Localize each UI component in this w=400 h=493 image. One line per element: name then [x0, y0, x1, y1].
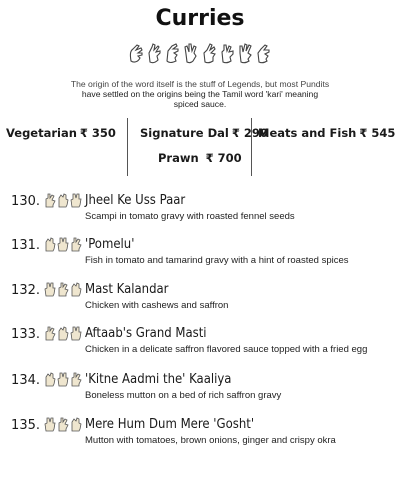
price-amount: ₹ 545 — [359, 126, 396, 140]
price-divider — [127, 118, 128, 176]
item-description: Boneless mutton on a bed of rich saffron gravy — [85, 390, 282, 401]
hand-sign-icon — [44, 325, 56, 341]
price-label: Vegetarian — [6, 126, 77, 140]
menu-item — [0, 283, 400, 319]
hand-sign-icon — [44, 236, 56, 252]
item-number: 132. — [11, 283, 40, 298]
hand-sign-icon — [182, 41, 199, 65]
menu-item — [0, 373, 400, 409]
hand-sign-icon — [70, 416, 82, 432]
item-name: Mast Kalandar — [85, 282, 169, 297]
hand-sign-icon — [44, 281, 56, 297]
hand-sign-icon — [164, 41, 181, 65]
item-number: 131. — [11, 238, 40, 253]
item-number: 133. — [11, 327, 40, 342]
item-description: Mutton with tomatoes, brown onions, ginger and crispy okra — [85, 435, 336, 446]
sign-language-illustration — [128, 40, 272, 66]
hand-signs — [44, 281, 82, 297]
hand-sign-icon — [70, 325, 82, 341]
intro-line: have settled on the origins being the Tamil word 'kari' meaning — [81, 89, 319, 99]
hand-sign-icon — [70, 281, 82, 297]
item-name: 'Pomelu' — [85, 237, 135, 252]
hand-sign-icon — [219, 41, 236, 65]
intro-line: spiced sauce. — [173, 99, 227, 109]
item-name: 'Kitne Aadmi the' Kaaliya — [85, 372, 232, 387]
item-number: 135. — [11, 418, 40, 433]
price-prawn — [158, 151, 242, 165]
price-vegetarian — [6, 126, 116, 140]
hand-sign-icon — [44, 371, 56, 387]
item-number: 134. — [11, 373, 40, 388]
intro-line: The origin of the word itself is the stuff of Legends, but most Pundits — [70, 79, 330, 89]
intro-text — [40, 79, 360, 109]
hand-signs — [44, 192, 82, 208]
item-name: Aftaab's Grand Masti — [85, 326, 207, 341]
hand-signs — [44, 236, 82, 252]
menu-item — [0, 418, 400, 454]
item-description: Chicken in a delicate saffron flavored sauce topped with a fried egg — [85, 344, 368, 355]
item-description: Scampi in tomato gravy with roasted fennel seeds — [85, 211, 295, 222]
item-description: Chicken with cashews and saffron — [85, 300, 229, 311]
hand-sign-icon — [57, 192, 69, 208]
price-amount: ₹ 700 — [205, 151, 242, 165]
hand-sign-icon — [57, 371, 69, 387]
hand-sign-icon — [57, 236, 69, 252]
hand-signs — [44, 416, 82, 432]
hand-sign-icon — [255, 41, 272, 65]
hand-signs — [44, 325, 82, 341]
price-amount: ₹ 290 — [231, 126, 268, 140]
hand-sign-icon — [57, 416, 69, 432]
hand-sign-icon — [201, 41, 218, 65]
hand-sign-icon — [237, 41, 254, 65]
item-name: Mere Hum Dum Mere 'Gosht' — [85, 417, 255, 432]
price-label: Meats and Fish — [258, 126, 357, 140]
hand-sign-icon — [44, 192, 56, 208]
hand-sign-icon — [70, 192, 82, 208]
price-amount: ₹ 350 — [79, 126, 116, 140]
menu-item — [0, 238, 400, 274]
hand-sign-icon — [128, 41, 145, 65]
item-number: 130. — [11, 194, 40, 209]
hand-sign-icon — [57, 325, 69, 341]
menu-item — [0, 327, 400, 363]
price-label: Signature Dal — [140, 126, 229, 140]
price-meats-fish — [258, 126, 395, 140]
item-name: Jheel Ke Uss Paar — [85, 193, 186, 208]
hand-sign-icon — [70, 371, 82, 387]
price-label: Prawn — [158, 151, 199, 165]
price-bar — [0, 118, 400, 178]
price-signature-dal — [140, 126, 268, 140]
hand-sign-icon — [146, 41, 163, 65]
hand-signs — [44, 371, 82, 387]
menu-title: Curries — [155, 6, 245, 31]
item-description: Fish in tomato and tamarind gravy with a hint of roasted spices — [85, 255, 349, 266]
hand-sign-icon — [70, 236, 82, 252]
hand-sign-icon — [57, 281, 69, 297]
menu-item — [0, 194, 400, 230]
hand-sign-icon — [44, 416, 56, 432]
